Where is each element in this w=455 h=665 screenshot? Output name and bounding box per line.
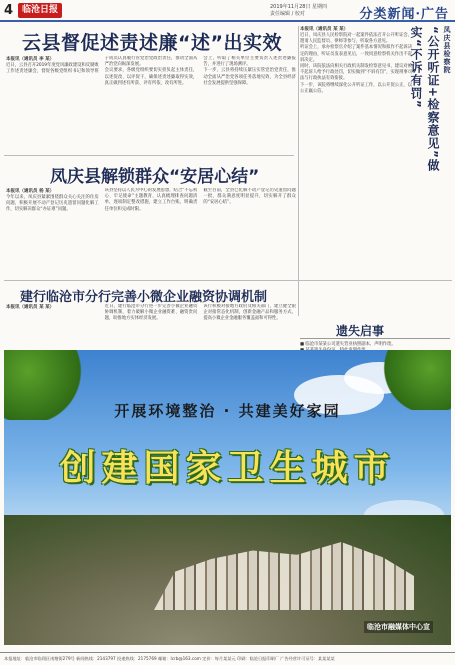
page-footer: 本报地址：临沧市临翔区南塘街279号 新闻热线：2143797 投递热线：2175769 邮箱：lcrb@163.com 定价：每月某某元 印刷：临沧日报印刷厂 广告经营许可证号：某某某某	[0, 652, 455, 664]
article3-headline: 建行临沧市分行完善小微企业融资协调机制	[20, 290, 268, 305]
page-number: 4	[4, 3, 14, 18]
article3-paragraph: 近日，建行临沧市分行进一步完善小微企业融资协调机制，着力破解小微企业融资难、融资贵问题，助推地方实体经济发展。	[104, 304, 198, 322]
article2-headline: 凤庆县解锁群众“安居心结”	[50, 167, 260, 187]
lost-notice-title: 遗失启事	[336, 324, 385, 338]
right-article-byline: 本报讯（通讯员 某 某）	[300, 27, 349, 32]
right-article-paragraph: 听证会上，承办检察官介绍了案件基本情况和拟作不起诉决定的理由，听证员发表意见后，一致同意检察机关作出不起诉决定。	[300, 45, 412, 63]
column-divider	[298, 26, 299, 316]
section-title: 分类新闻·广告	[359, 7, 449, 22]
right-article-headline: “公开听证+检察意见”做实“不诉有罚”	[409, 26, 440, 172]
ad-banner	[4, 350, 451, 645]
banner-title: 创建国家卫生城市	[59, 447, 396, 489]
masthead-logo: 临沧日报	[18, 3, 62, 18]
article2-byline: 本报讯（通讯员 杨 某）	[6, 189, 55, 194]
article2-paragraph: 截至目前，全县已化解不动产登记历史遗留问题一批，群众满意度明显提升，切实解开了群众的“安居心结”。	[203, 188, 296, 206]
banner-credit: 临沧市融媒体中心宣	[364, 621, 433, 633]
banner-slogan: 开展环境整治 · 共建美好家园	[114, 402, 341, 420]
divider	[4, 280, 452, 281]
article1-paragraph: 近日，云县召开2019年度党风廉政建设和反腐败工作述责述廉会，督促各级党组织书记和领导班子成员认真履行管党治党政治责任，推动全面从严治党向纵深发展。	[6, 56, 198, 75]
article2-paragraph: 今年以来，凤庆县紧紧围绕群众关心关注的住房问题，积极开展不动产登记历史遗留问题化解工作，切实解决群众“办证难”问题。	[6, 195, 99, 213]
article1-byline: 本报讯（通讯员 李 某）	[6, 57, 55, 62]
article3-body	[6, 304, 296, 348]
header-meta	[270, 4, 327, 18]
right-article-paragraph: 近日，凤庆县人民检察院对一起案件依法召开公开听证会，邀请人民监督员、律师等参与，听取各方意见。	[300, 33, 412, 45]
article3-byline: 本报讯（通讯员 某 某）	[6, 305, 55, 310]
date-line: 2019年11月28日 星期四	[270, 4, 328, 10]
article2-body	[6, 188, 296, 278]
article1-paragraph: 会上，听取了相关单位主要负责人述责述廉报告，并进行了现场测评。	[203, 56, 296, 68]
notice-item: ■ 临沧市某某公司遗失营业执照副本，声明作废。	[300, 342, 396, 347]
right-article-paragraph: 下一步，该院将继续深化公开听证工作，以公开促公正，以公正赢公信。	[300, 82, 412, 94]
article1-headline: 云县督促述责述廉“述”出实效	[22, 32, 282, 54]
article2-paragraph: 该县坚持以人民为中心的发展思想，结合“不忘初心、牢记使命”主题教育，认真梳理排查问题清单，逐项制定整改措施，建立工作台账，明确责任单位和完成时限。	[104, 188, 198, 212]
right-article-subtitle: 凤庆县检察院	[443, 26, 451, 74]
editor-line: 责任编辑 / 校对	[270, 11, 305, 17]
article1-paragraph: 下一步，云县将持续压紧压实管党治党责任，推动全面从严治党各项任务落地见效，为全县经济社会发展提供坚强保障。	[203, 68, 296, 86]
article1-body	[6, 56, 296, 152]
right-article-title-block	[409, 26, 452, 206]
right-article-paragraph: 同时，该院依法向相关行政机关制发检察意见书，建议对被不起诉人给予行政处罚，切实做到“不诉有罚”，实现刑事司法与行政执法有效衔接。	[300, 64, 412, 82]
right-article-body	[300, 26, 412, 276]
divider	[4, 155, 294, 156]
article1-paragraph: 会议要求，各级党组织要切实担负起主体责任，以述促改、以评促干，确保述责述廉取得实效，真正做到述有所获、评有所依、改有所进。	[104, 68, 198, 86]
article3-paragraph: 该行积极对接地方政府及相关部门，建立健全银企对接常态化机制，创新金融产品和服务方式，提高小微企业金融服务覆盖面和可得性。	[203, 304, 296, 322]
page-header	[0, 0, 455, 22]
